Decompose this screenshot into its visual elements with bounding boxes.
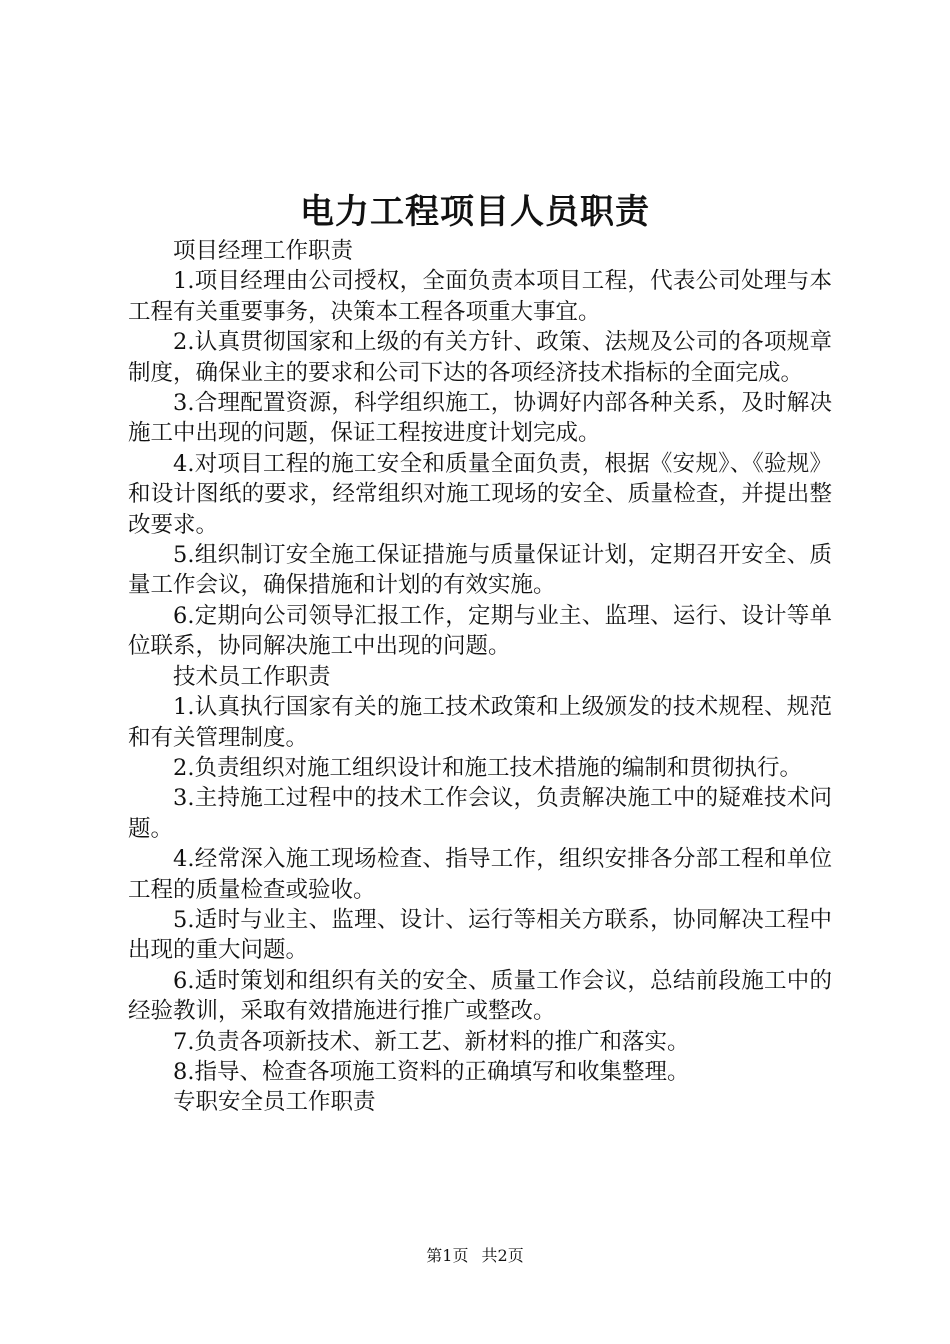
paragraph: 8.指导、检查各项施工资料的正确填写和收集整理。 <box>173 1058 690 1085</box>
paragraph: 5.适时与业主、监理、设计、运行等相关方联系，协同解决工程中出现的重大问题。 <box>128 906 832 964</box>
paragraph: 6.适时策划和组织有关的安全、质量工作会议，总结前段施工中的经验教训，采取有效措施进行推广或整改。 <box>128 967 832 1025</box>
paragraph: 4.对项目工程的施工安全和质量全面负责，根据《安规》、《验规》和设计图纸的要求，经常组织对施工现场的安全、质量检查，并提出整改要求。 <box>128 450 832 538</box>
paragraph: 3.合理配置资源，科学组织施工，协调好内部各种关系，及时解决施工中出现的问题，保证工程按进度计划完成。 <box>128 390 832 447</box>
section-heading-technician: 技术员工作职责 <box>173 663 331 690</box>
section-heading-safety-officer: 专职安全员工作职责 <box>173 1089 376 1116</box>
page-total: 共2页 <box>481 1246 524 1265</box>
paragraph: 3.主持施工过程中的技术工作会议，负责解决施工中的疑难技术问题。 <box>128 785 832 842</box>
section-heading-project-manager: 项目经理工作职责 <box>173 238 354 264</box>
paragraph: 2.负责组织对施工组织设计和施工技术措施的编制和贯彻执行。 <box>173 754 802 781</box>
document-body <box>128 236 832 1118</box>
page-number: 第1页 <box>426 1246 469 1265</box>
paragraph: 1.项目经理由公司授权，全面负责本项目工程，代表公司处理与本工程有关重要事务，决策本工程各项重大事宜。 <box>128 268 832 325</box>
paragraph: 6.定期向公司领导汇报工作，定期与业主、监理、运行、设计等单位联系，协同解决施工中出现的问题。 <box>128 602 832 660</box>
document-title: 电力工程项目人员职责 <box>300 192 650 232</box>
paragraph: 4.经常深入施工现场检查、指导工作，组织安排各分部工程和单位工程的质量检查或验收。 <box>128 846 832 903</box>
page-footer <box>0 1243 950 1266</box>
paragraph: 1.认真执行国家有关的施工技术政策和上级颁发的技术规程、规范和有关管理制度。 <box>128 694 832 751</box>
paragraph: 7.负责各项新技术、新工艺、新材料的推广和落实。 <box>173 1028 690 1055</box>
paragraph: 2.认真贯彻国家和上级的有关方针、政策、法规及公司的各项规章制度，确保业主的要求和公司下达的各项经济技术指标的全面完成。 <box>128 329 832 386</box>
paragraph: 5.组织制订安全施工保证措施与质量保证计划，定期召开安全、质量工作会议，确保措施和计划的有效实施。 <box>128 542 832 599</box>
